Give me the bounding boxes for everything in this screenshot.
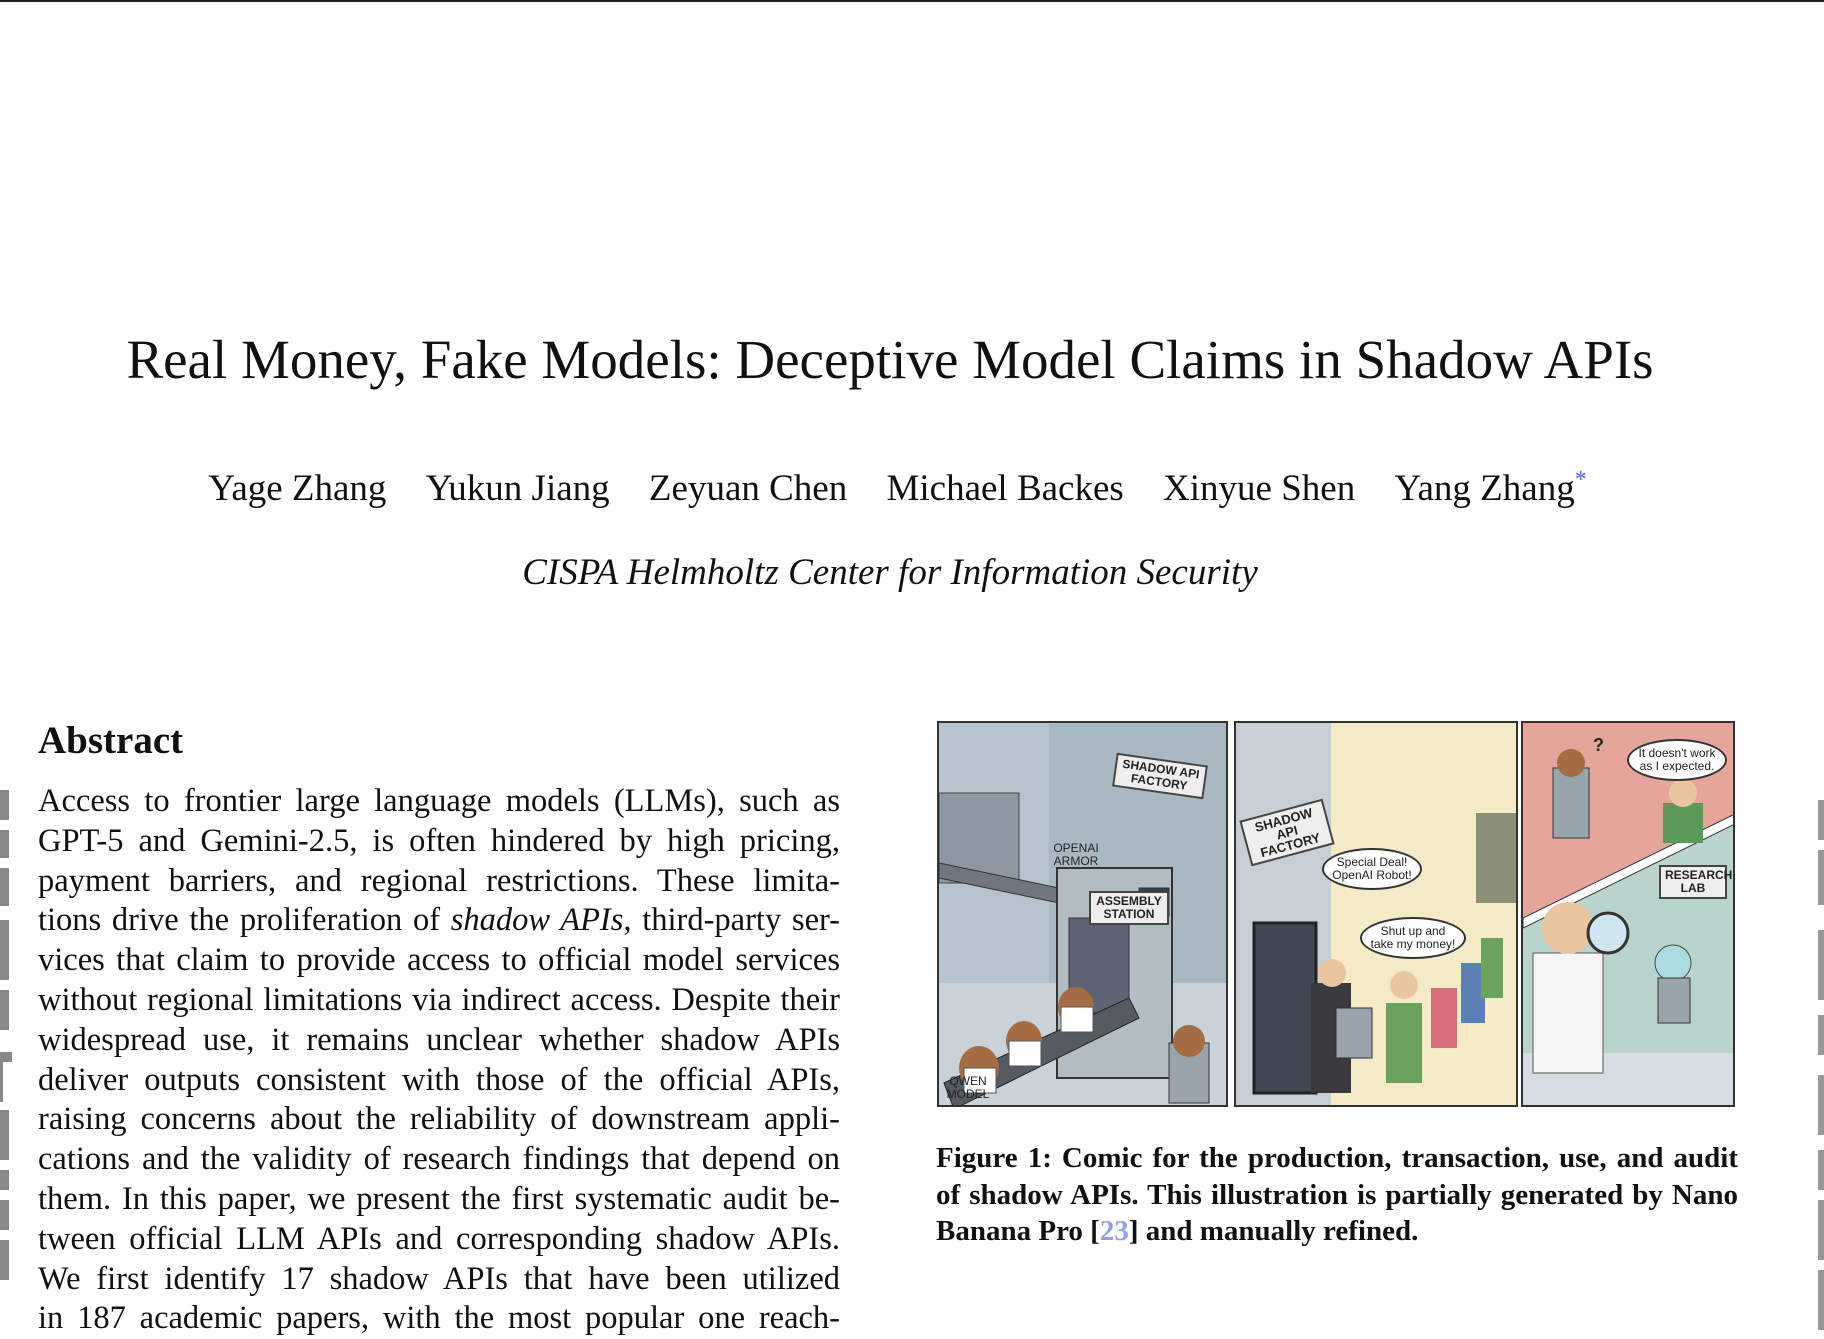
abstract-line: without regional limitations via indirect access. Despite their: [38, 981, 840, 1018]
abstract-heading: Abstract: [38, 719, 184, 762]
affiliation: CISPA Helmholtz Center for Information Security: [522, 552, 1258, 593]
user-speech-bubble: It doesn't work as I expected.: [1627, 739, 1727, 781]
caption-line: [936, 1213, 1738, 1250]
arxiv-margin-stamp: [0, 790, 12, 1336]
right-margin-stamp: [1816, 800, 1824, 1336]
abstract-line: [38, 901, 840, 941]
abstract-line: We first identify 17 shadow APIs that have been utilized: [38, 1260, 840, 1297]
text: ] and manually refined.: [1128, 1215, 1419, 1247]
research-lab-sign: RESEARCH LAB: [1659, 865, 1727, 899]
author: Xinyue Shen: [1163, 468, 1356, 510]
figure-1-comic: [937, 721, 1735, 1107]
paper-title: Real Money, Fake Models: Deceptive Model Claims in Shadow APIs: [126, 329, 1654, 390]
shadow-api-factory-sign: SHADOW API FACTORY: [1112, 753, 1208, 799]
text: Banana Pro [: [936, 1215, 1100, 1247]
author: Michael Backes: [886, 468, 1124, 510]
assembly-station-sign: ASSEMBLY STATION: [1089, 891, 1169, 925]
openai-armor-label: OPENAI ARMOR: [1053, 841, 1099, 868]
abstract-line: vices that claim to provide access to official model services: [38, 942, 840, 979]
abstract-body: [38, 782, 840, 1339]
abstract-line: GPT-5 and Gemini-2.5, is often hindered by high pricing,: [38, 822, 840, 859]
text: , third-party ser-: [623, 902, 840, 939]
research-lab-illustration: [1523, 723, 1735, 1107]
author-list: [0, 458, 1780, 511]
caption-line: of shadow APIs. This illustration is partially generated by Nano: [936, 1178, 1738, 1211]
question-mark: ?: [1593, 735, 1604, 755]
corresponding-author-link[interactable]: *: [1574, 467, 1587, 493]
abstract-line: cations and the validity of research findings that depend on: [38, 1141, 840, 1178]
abstract-line: tween official LLM APIs and corresponding shadow APIs.: [38, 1220, 840, 1257]
abstract-line: widespread use, it remains unclear whether shadow APIs: [38, 1021, 840, 1058]
qwen-model-label: QWEN MODEL: [946, 1074, 990, 1101]
top-rule: [0, 0, 1824, 2]
comic-panel-audit: [1521, 721, 1735, 1107]
abstract-line: them. In this paper, we present the first systematic audit be-: [38, 1180, 840, 1217]
comic-panel-production: [937, 721, 1228, 1107]
text: tions drive the proliferation of: [38, 902, 451, 939]
abstract-line: deliver outputs consistent with those of the official APIs,: [38, 1061, 840, 1098]
caption-line: Figure 1: Comic for the production, transaction, use, and audit: [936, 1142, 1738, 1174]
figure-caption: [936, 1140, 1738, 1250]
abstract-line: in 187 academic papers, with the most popular one reach-: [38, 1300, 840, 1337]
comic-panel-transaction: [1234, 721, 1518, 1107]
abstract-line: raising concerns about the reliability of downstream appli-: [38, 1101, 840, 1138]
author: Zeyuan Chen: [648, 468, 848, 510]
author: Yang Zhang: [1394, 468, 1575, 510]
sale-illustration: [1236, 723, 1518, 1107]
citation-link[interactable]: 23: [1099, 1215, 1129, 1247]
author: Yukun Jiang: [425, 468, 610, 510]
abstract-line: Access to frontier large language models (LLMs), such as: [38, 783, 840, 819]
shadow-api-factory-sign: SHADOW API FACTORY: [1239, 799, 1334, 867]
author: Yage Zhang: [208, 468, 387, 510]
seller-speech-bubble: Special Deal! OpenAI Robot!: [1322, 848, 1422, 890]
abstract-line: payment barriers, and regional restrictions. These limita-: [38, 862, 840, 899]
buyer-speech-bubble: Shut up and take my money!: [1360, 917, 1466, 959]
emphasis: shadow APIs: [450, 902, 624, 939]
